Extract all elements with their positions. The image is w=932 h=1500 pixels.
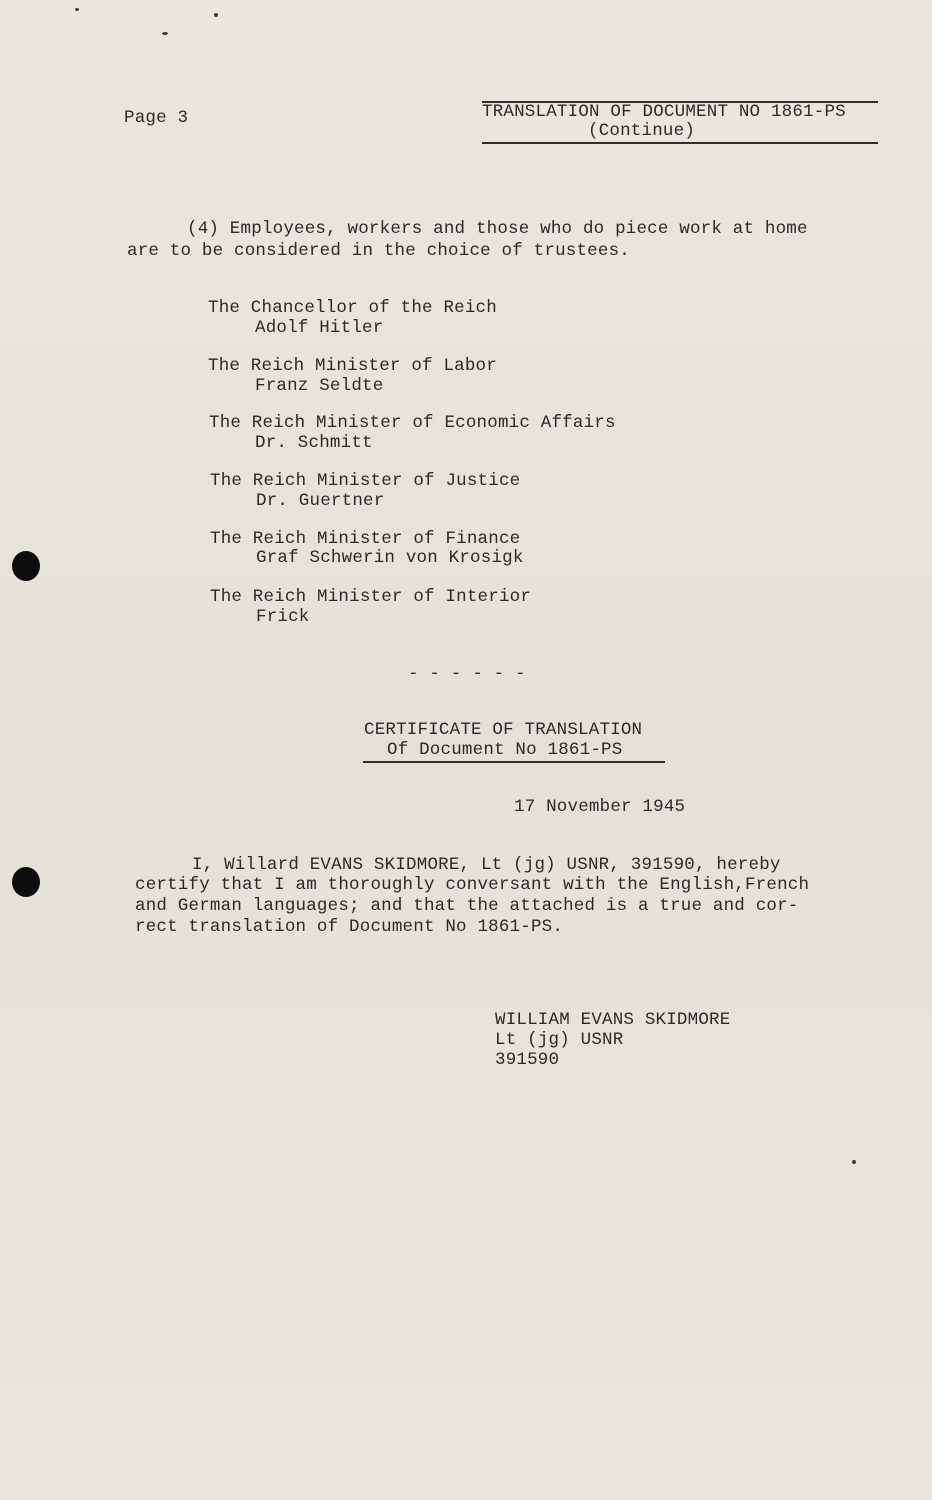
certificate-title: CERTIFICATE OF TRANSLATION <box>364 720 643 740</box>
paragraph-line: are to be considered in the choice of trustees. <box>127 241 630 261</box>
certificate-text-line: rect translation of Document No 1861-PS. <box>135 917 564 937</box>
paragraph-line: (4) Employees, workers and those who do piece work at home <box>187 219 808 239</box>
header-bottom-rule <box>482 142 878 144</box>
signature-name: WILLIAM EVANS SKIDMORE <box>495 1010 731 1030</box>
signatory-title: The Chancellor of the Reich <box>208 298 497 318</box>
certificate-date: 17 November 1945 <box>514 797 686 817</box>
punch-hole <box>12 867 40 897</box>
page-label: Page 3 <box>124 108 189 128</box>
signatory-title: The Reich Minister of Labor <box>208 356 497 376</box>
signatory-name: Graf Schwerin von Krosigk <box>256 548 524 568</box>
signatory-name: Frick <box>256 607 310 627</box>
certificate-subtitle: Of Document No 1861-PS <box>387 740 623 760</box>
paper-speck <box>162 32 168 35</box>
certificate-underline <box>363 761 665 763</box>
signatory-title: The Reich Minister of Justice <box>210 471 521 491</box>
separator-dashes: - - - - - - <box>408 664 526 684</box>
punch-hole <box>12 551 40 581</box>
signatory-name: Dr. Schmitt <box>255 433 373 453</box>
signatory-title: The Reich Minister of Interior <box>210 587 532 607</box>
paper-speck <box>214 13 218 17</box>
signatory-name: Franz Seldte <box>255 376 384 396</box>
paper-speck <box>75 8 79 11</box>
paper-speck <box>852 1160 856 1164</box>
signatory-title: The Reich Minister of Finance <box>210 529 521 549</box>
signature-number: 391590 <box>495 1050 560 1070</box>
signatory-title: The Reich Minister of Economic Affairs <box>209 413 616 433</box>
document-title: TRANSLATION OF DOCUMENT NO 1861-PS <box>482 102 846 122</box>
signature-rank: Lt (jg) USNR <box>495 1030 624 1050</box>
signatory-name: Dr. Guertner <box>256 491 385 511</box>
signatory-name: Adolf Hitler <box>255 318 384 338</box>
certificate-text-line: certify that I am thoroughly conversant with the English,French <box>135 875 810 895</box>
certificate-text-line: and German languages; and that the attached is a true and cor- <box>135 896 799 916</box>
certificate-text-line: I, Willard EVANS SKIDMORE, Lt (jg) USNR, 391590, hereby <box>192 855 781 875</box>
document-subtitle: (Continue) <box>588 121 696 141</box>
